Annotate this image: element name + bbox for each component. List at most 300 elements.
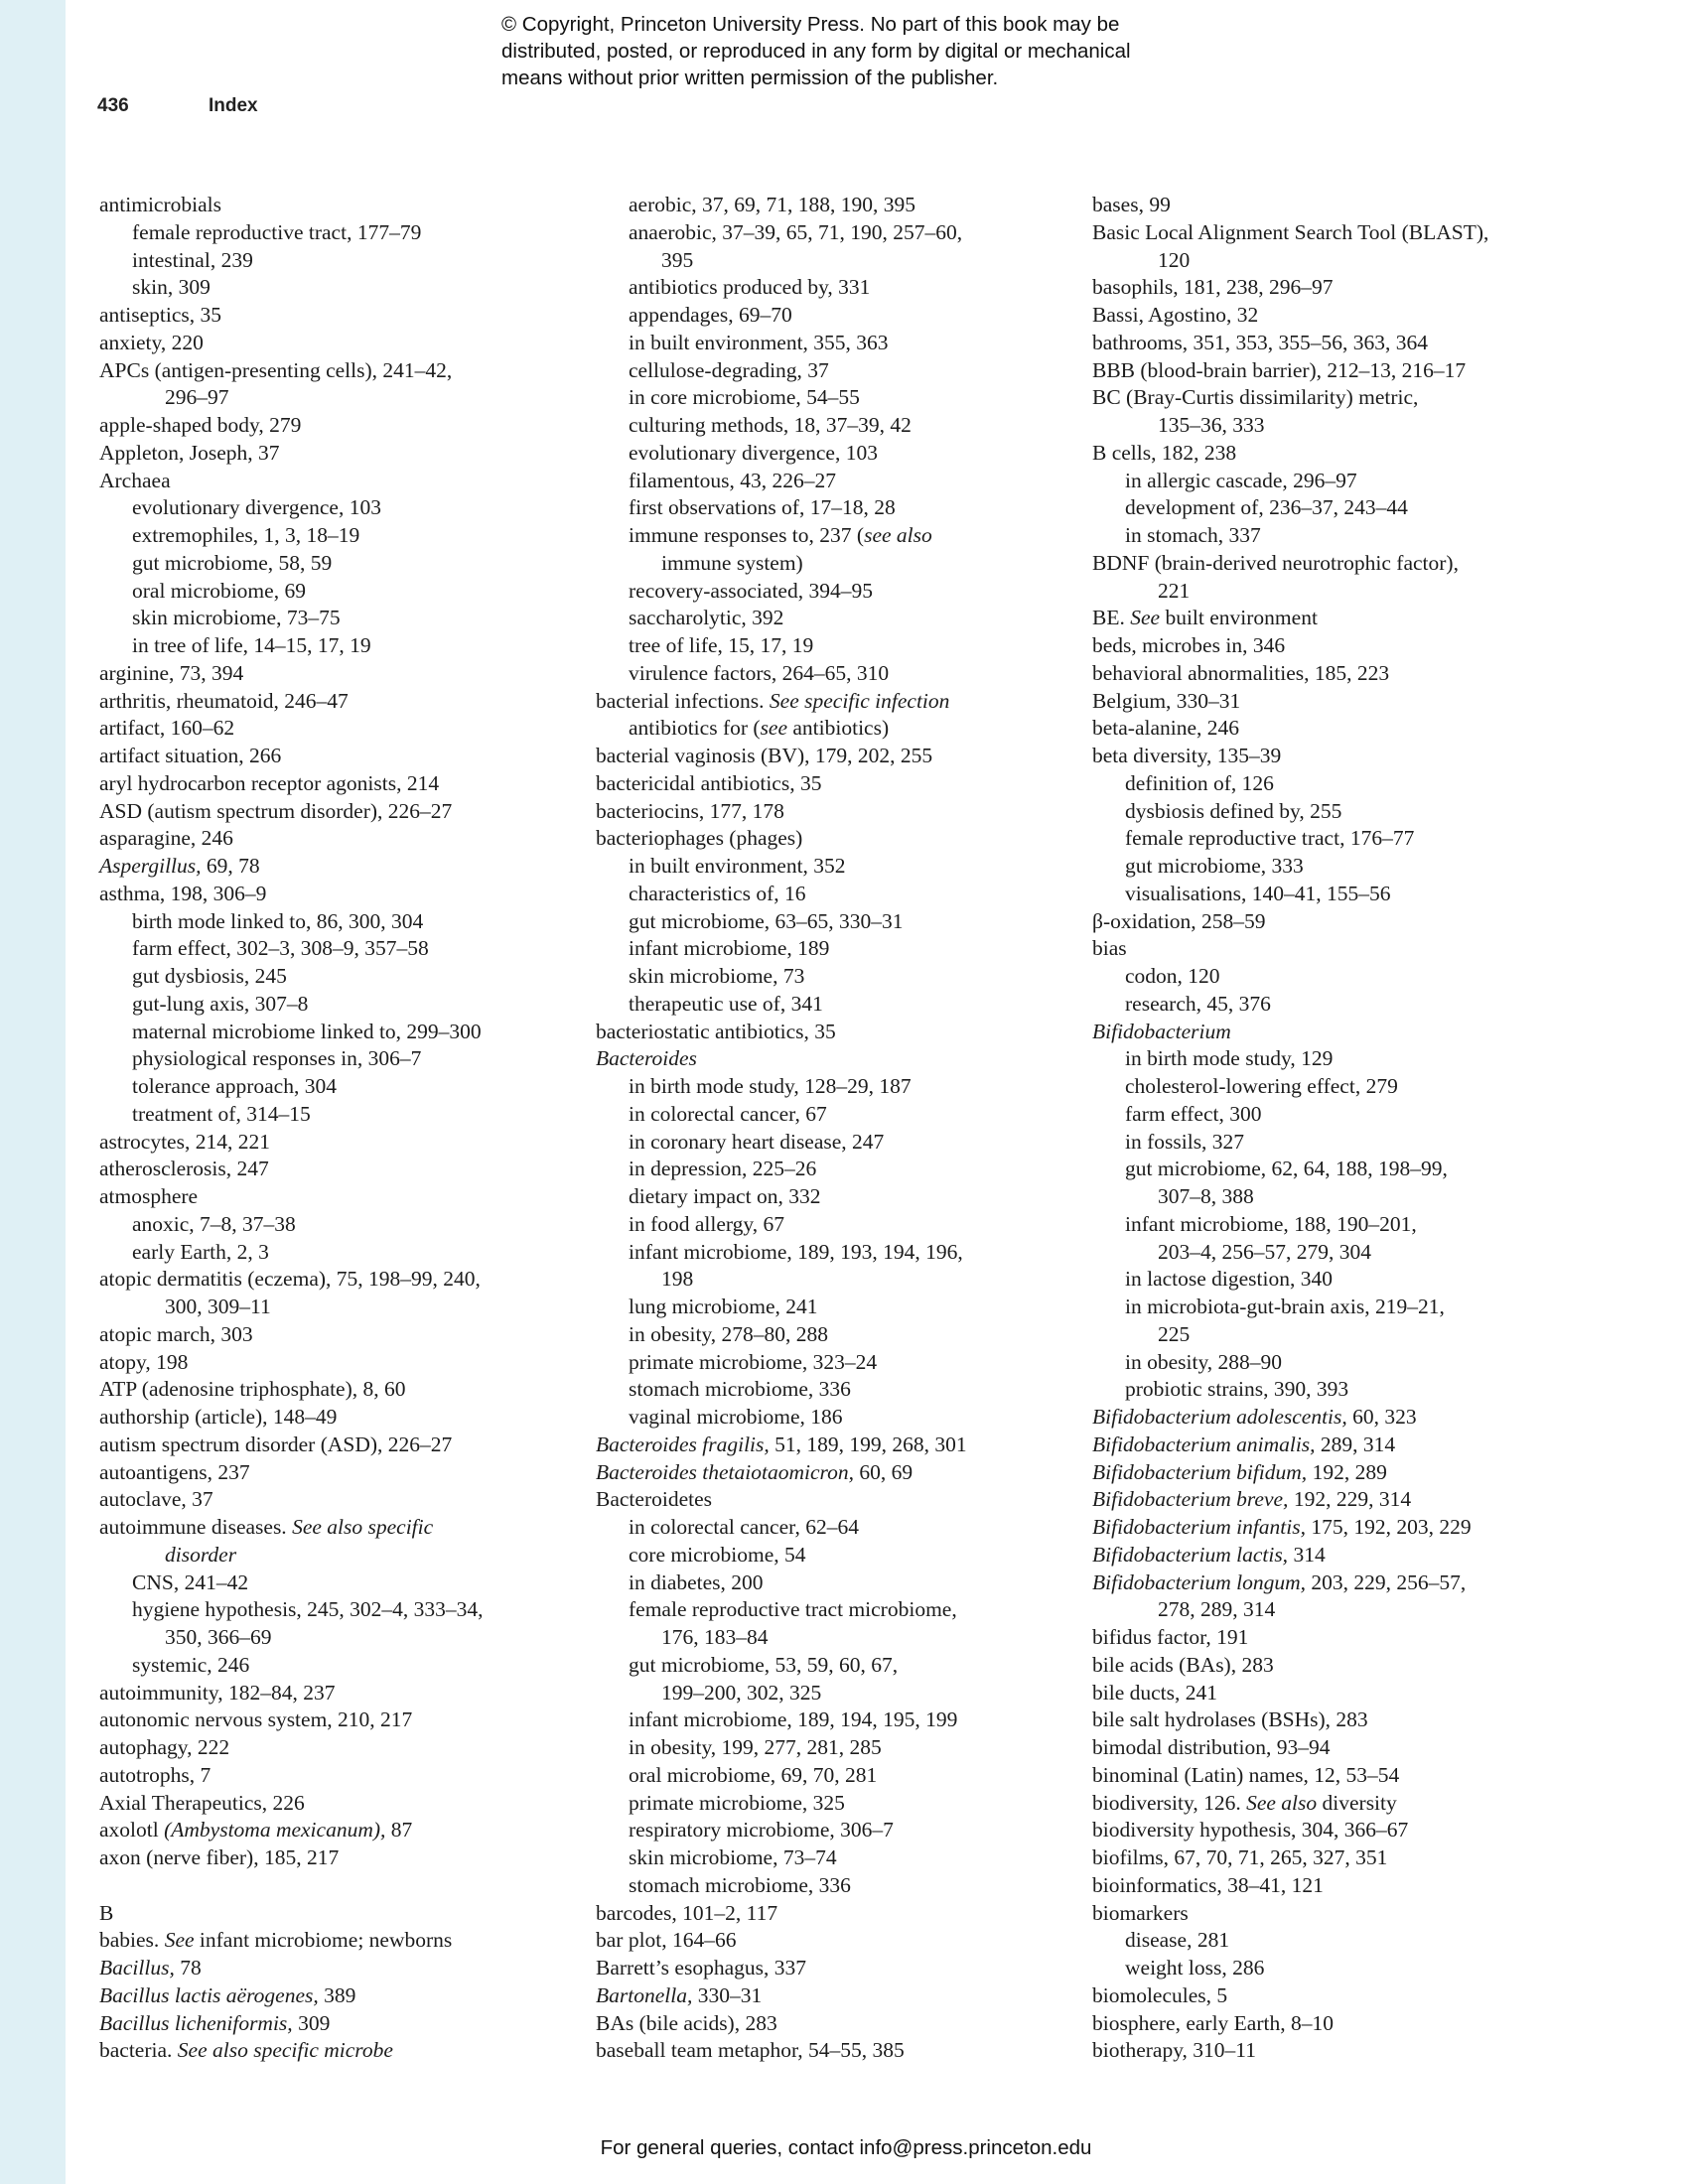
index-entry: [596, 1019, 1033, 1046]
index-entry: [1092, 1652, 1559, 1680]
entry-text: tolerance approach, 304: [132, 1074, 337, 1098]
entry-text: 78: [174, 1956, 202, 1979]
entry-text: oral microbiome, 69: [132, 578, 306, 603]
entry-text: appendages, 69–70: [629, 303, 792, 327]
index-entry: [99, 1321, 546, 1349]
index-entry: [99, 219, 546, 247]
index-entry: [596, 1129, 1033, 1157]
index-entry: [596, 743, 1033, 770]
index-entry: [99, 1101, 546, 1129]
entry-text: antimicrobials: [99, 193, 221, 216]
entry-text: 203, 229, 256–57,: [1305, 1570, 1467, 1594]
index-entry: [596, 1982, 1033, 2010]
entry-text: in colorectal cancer, 62–64: [629, 1515, 859, 1539]
index-entry: [99, 192, 546, 219]
index-entry: [1092, 1376, 1559, 1404]
index-entry: [99, 1129, 546, 1157]
index-entry: [1092, 1982, 1559, 2010]
entry-text: apple-shaped body, 279: [99, 413, 302, 437]
index-entry: [99, 660, 546, 688]
entry-text: bathrooms, 351, 353, 355–56, 363, 364: [1092, 330, 1429, 354]
index-entry: [1092, 219, 1559, 247]
entry-text: gut microbiome, 62, 64, 188, 198–99,: [1125, 1157, 1448, 1181]
index-entry: [596, 1349, 1033, 1377]
index-entry: [99, 1211, 546, 1239]
index-entry: [596, 798, 1033, 826]
entry-text: beds, microbes in, 346: [1092, 633, 1286, 657]
index-entry: [1092, 274, 1559, 302]
entry-italic-text: Bifidobacterium: [1092, 1019, 1231, 1043]
index-entry: [1092, 1900, 1559, 1928]
index-entry: [99, 1019, 546, 1046]
index-entry: [1092, 1045, 1559, 1073]
index-entry: [1092, 1294, 1559, 1321]
index-entry: [596, 1596, 1033, 1624]
entry-text: bile ducts, 241: [1092, 1680, 1217, 1705]
index-entry: [1092, 2010, 1559, 2038]
entry-text: CNS, 241–42: [132, 1570, 249, 1594]
index-entry: [1092, 1183, 1559, 1211]
index-entry: [1092, 550, 1559, 578]
entry-text: beta-alanine, 246: [1092, 716, 1240, 741]
index-entry: [99, 1045, 546, 1073]
entry-italic-text: See specific infection: [769, 688, 950, 713]
entry-text: bases, 99: [1092, 193, 1171, 216]
index-entry: [596, 1156, 1033, 1183]
entry-text: biomolecules, 5: [1092, 1982, 1228, 2007]
entry-italic-text: Bacteroides: [596, 1046, 697, 1071]
entry-text: cholesterol-lowering effect, 279: [1125, 1074, 1398, 1098]
entry-text: culturing methods, 18, 37–39, 42: [629, 413, 912, 437]
entry-text: 135–36, 333: [1158, 413, 1265, 437]
index-entry: [596, 1376, 1033, 1404]
index-entry: [596, 468, 1033, 495]
entry-text: disease, 281: [1125, 1928, 1230, 1953]
entry-text: 314: [1288, 1542, 1326, 1567]
index-entry: [1092, 1927, 1559, 1955]
index-entry: [1092, 1790, 1559, 1818]
index-entry: [99, 991, 546, 1019]
entry-text: bias: [1092, 936, 1127, 961]
entry-text: development of, 236–37, 243–44: [1125, 495, 1408, 520]
index-entry: [596, 494, 1033, 522]
index-entry: [1092, 578, 1559, 606]
entry-text: vaginal microbiome, 186: [629, 1405, 843, 1429]
entry-text: atopic march, 303: [99, 1321, 253, 1346]
entry-italic-text: Bifidobacterium infantis,: [1092, 1515, 1306, 1539]
index-entry: [596, 605, 1033, 632]
index-entry: [1092, 2037, 1559, 2065]
entry-text: 350, 366–69: [165, 1625, 272, 1649]
entry-text: farm effect, 300: [1125, 1101, 1262, 1126]
index-entry: [596, 935, 1033, 963]
entry-text: Basic Local Alignment Search Tool (BLAST),: [1092, 219, 1489, 244]
entry-italic-text: Bacillus lactis aërogenes,: [99, 1982, 319, 2007]
entry-text: 221: [1158, 578, 1191, 603]
entry-text: immune system): [661, 550, 803, 575]
index-entry: [1092, 1596, 1559, 1624]
entry-italic-text: Bacteroides fragilis,: [596, 1432, 770, 1456]
index-entry: [99, 330, 546, 357]
entry-text: in tree of life, 14–15, 17, 19: [132, 633, 371, 657]
entry-italic-text: Bifidobacterium animalis,: [1092, 1432, 1316, 1456]
index-entry: [99, 357, 546, 385]
entry-text: oral microbiome, 69, 70, 281: [629, 1762, 878, 1787]
entry-text: bar plot, 164–66: [596, 1928, 737, 1953]
entry-text: stomach microbiome, 336: [629, 1872, 851, 1897]
entry-text: gut microbiome, 53, 59, 60, 67,: [629, 1652, 899, 1677]
index-entry: [99, 908, 546, 936]
index-entry: [1092, 908, 1559, 936]
entry-text: bactericidal antibiotics, 35: [596, 770, 822, 795]
index-entry: [596, 330, 1033, 357]
index-entry: [596, 908, 1033, 936]
index-entry: [596, 1183, 1033, 1211]
index-entry: [1092, 1459, 1559, 1487]
index-entry: [1092, 1570, 1559, 1597]
entry-text: in food allergy, 67: [629, 1211, 785, 1236]
index-entry: [99, 1982, 546, 2010]
running-head: [97, 95, 258, 117]
index-entry: [596, 1706, 1033, 1734]
index-entry: [596, 632, 1033, 660]
entry-text: autophagy, 222: [99, 1735, 230, 1759]
index-entry: [596, 1955, 1033, 1982]
entry-text: 389: [318, 1982, 356, 2007]
entry-text: aryl hydrocarbon receptor agonists, 214: [99, 770, 440, 795]
entry-text: anoxic, 7–8, 37–38: [132, 1211, 296, 1236]
index-entry: [1092, 1432, 1559, 1459]
entry-text: treatment of, 314–15: [132, 1101, 311, 1126]
entry-italic-text: see also: [864, 523, 932, 547]
index-entry: [596, 1432, 1033, 1459]
index-entry: [1092, 412, 1559, 440]
entry-text: authorship (article), 148–49: [99, 1405, 338, 1429]
entry-text: 278, 289, 314: [1158, 1597, 1276, 1622]
index-entry: [596, 192, 1033, 219]
entry-text: infant microbiome, 188, 190–201,: [1125, 1211, 1417, 1236]
index-entry: [99, 1404, 546, 1432]
entry-italic-text: Bacteroides thetaiotaomicron,: [596, 1459, 854, 1484]
entry-text: antibiotics produced by, 331: [629, 275, 871, 300]
entry-italic-text: Bifidobacterium bifidum,: [1092, 1459, 1308, 1484]
entry-text: 60, 323: [1346, 1405, 1417, 1429]
index-entry: [596, 660, 1033, 688]
index-entry: [596, 2037, 1033, 2065]
index-entry: [99, 1514, 546, 1542]
entry-text: in obesity, 199, 277, 281, 285: [629, 1735, 882, 1759]
entry-text: beta diversity, 135–39: [1092, 744, 1282, 767]
entry-text: maternal microbiome linked to, 299–300: [132, 1019, 482, 1043]
index-entry: [1092, 1734, 1559, 1762]
index-entry: [99, 715, 546, 743]
index-entry: [596, 302, 1033, 330]
index-entry: [596, 770, 1033, 798]
entry-text: gut dysbiosis, 245: [132, 964, 287, 988]
index-entry: [596, 1514, 1033, 1542]
copyright-line: distributed, posted, or reproduced in any form by digital or mechanical: [501, 40, 1131, 63]
entry-text: antibiotics): [787, 716, 890, 741]
index-entry: [99, 632, 546, 660]
entry-text: bacterial vaginosis (BV), 179, 202, 255: [596, 744, 933, 767]
index-column-1: [99, 192, 546, 2065]
entry-text: axolotl: [99, 1818, 165, 1843]
index-entry: [596, 522, 1033, 550]
index-entry: [596, 247, 1033, 275]
entry-text: first observations of, 17–18, 28: [629, 495, 896, 520]
entry-italic-text: See: [1130, 606, 1161, 630]
index-entry: [596, 2010, 1033, 2038]
entry-text: in fossils, 327: [1125, 1129, 1245, 1154]
index-entry: [596, 1266, 1033, 1294]
entry-text: 395: [661, 247, 694, 272]
entry-text: axon (nerve fiber), 185, 217: [99, 1845, 340, 1869]
entry-text: artifact, 160–62: [99, 716, 235, 741]
index-entry: [99, 1652, 546, 1680]
entry-text: 203–4, 256–57, 279, 304: [1158, 1239, 1371, 1264]
index-entry: [596, 1321, 1033, 1349]
entry-text: BBB (blood-brain barrier), 212–13, 216–17: [1092, 357, 1467, 382]
entry-text: 307–8, 388: [1158, 1184, 1254, 1208]
entry-text: bifidus factor, 191: [1092, 1625, 1249, 1649]
entry-text: dietary impact on, 332: [629, 1184, 821, 1208]
entry-text: core microbiome, 54: [629, 1542, 806, 1567]
entry-text: birth mode linked to, 86, 300, 304: [132, 908, 424, 933]
entry-text: Axial Therapeutics, 226: [99, 1790, 305, 1815]
entry-text: asthma, 198, 306–9: [99, 881, 267, 905]
entry-text: codon, 120: [1125, 964, 1220, 988]
entry-text: hygiene hypothesis, 245, 302–4, 333–34,: [132, 1597, 484, 1622]
entry-text: bile acids (BAs), 283: [1092, 1652, 1274, 1677]
index-entry: [1092, 302, 1559, 330]
index-entry: [596, 1459, 1033, 1487]
index-entry: [99, 1486, 546, 1514]
index-entry: [99, 578, 546, 606]
entry-text: asparagine, 246: [99, 826, 233, 851]
entry-text: bacteria.: [99, 2038, 178, 2063]
index-entry: [596, 1927, 1033, 1955]
entry-text: autism spectrum disorder (ASD), 226–27: [99, 1432, 453, 1456]
entry-text: 330–31: [692, 1982, 763, 2007]
index-entry: [99, 1459, 546, 1487]
index-entry: [99, 1349, 546, 1377]
index-entry: [99, 1762, 546, 1790]
entry-italic-text: (Ambystoma mexicanum),: [164, 1818, 386, 1843]
entry-text: autotrophs, 7: [99, 1762, 211, 1787]
index-entry: [99, 384, 546, 412]
entry-text: respiratory microbiome, 306–7: [629, 1818, 894, 1843]
entry-text: in microbiota-gut-brain axis, 219–21,: [1125, 1295, 1445, 1318]
index-entry: [1092, 605, 1559, 632]
index-entry: [1092, 384, 1559, 412]
entry-text: gut microbiome, 63–65, 330–31: [629, 908, 904, 933]
entry-text: BC (Bray-Curtis dissimilarity) metric,: [1092, 385, 1419, 410]
index-entry: [1092, 1321, 1559, 1349]
index-entry: [99, 1239, 546, 1267]
entry-text: Archaea: [99, 468, 171, 492]
entry-gap: [99, 1872, 546, 1900]
index-entry: [596, 715, 1033, 743]
index-entry: [99, 1542, 546, 1570]
index-entry: [1092, 688, 1559, 716]
entry-text: dysbiosis defined by, 255: [1125, 798, 1342, 823]
entry-text: biofilms, 67, 70, 71, 265, 327, 351: [1092, 1845, 1388, 1869]
entry-text: bacterial infections.: [596, 688, 770, 713]
index-entry: [99, 1266, 546, 1294]
entry-text: female reproductive tract microbiome,: [629, 1597, 957, 1622]
index-entry: [596, 1817, 1033, 1844]
index-entry: [99, 853, 546, 881]
index-entry: [1092, 440, 1559, 468]
entry-text: in obesity, 288–90: [1125, 1349, 1283, 1374]
entry-text: in stomach, 337: [1125, 523, 1261, 547]
entry-text: female reproductive tract, 177–79: [132, 219, 422, 244]
index-entry: [596, 881, 1033, 908]
entry-text: anaerobic, 37–39, 65, 71, 190, 257–60,: [629, 219, 963, 244]
index-entry: [1092, 1542, 1559, 1570]
index-entry: [99, 412, 546, 440]
index-entry: [596, 550, 1033, 578]
index-entry: [99, 770, 546, 798]
index-entry: [1092, 468, 1559, 495]
index-entry: [596, 440, 1033, 468]
index-entry: [1092, 1156, 1559, 1183]
index-entry: [99, 688, 546, 716]
index-entry: [1092, 357, 1559, 385]
entry-text: β-oxidation, 258–59: [1092, 908, 1266, 933]
index-entry: [99, 247, 546, 275]
index-entry: [1092, 1872, 1559, 1900]
index-entry: [1092, 715, 1559, 743]
index-entry: [1092, 1211, 1559, 1239]
index-entry: [99, 1624, 546, 1652]
index-entry: [596, 1900, 1033, 1928]
index-entry: [1092, 1486, 1559, 1514]
entry-text: babies.: [99, 1928, 165, 1953]
index-entry: [1092, 1706, 1559, 1734]
index-entry: [1092, 1073, 1559, 1101]
entry-text: 192, 289: [1307, 1459, 1387, 1484]
index-entry: [1092, 494, 1559, 522]
index-entry: [99, 1734, 546, 1762]
index-entry: [1092, 1349, 1559, 1377]
index-entry: [99, 1376, 546, 1404]
entry-text: infant microbiome, 189, 193, 194, 196,: [629, 1239, 963, 1264]
index-entry: [596, 1624, 1033, 1652]
index-entry: [1092, 1762, 1559, 1790]
entry-text: biodiversity, 126.: [1092, 1790, 1247, 1815]
entry-text: 176, 183–84: [661, 1625, 769, 1649]
entry-text: in built environment, 352: [629, 854, 846, 878]
entry-text: basophils, 181, 238, 296–97: [1092, 275, 1334, 300]
index-entry: [596, 274, 1033, 302]
entry-text: atopy, 198: [99, 1349, 189, 1374]
entry-italic-text: See: [164, 1928, 195, 1953]
index-entry: [596, 853, 1033, 881]
entry-text: baseball team metaphor, 54–55, 385: [596, 2038, 905, 2063]
index-entry: [1092, 247, 1559, 275]
entry-text: Bassi, Agostino, 32: [1092, 303, 1259, 327]
entry-italic-text: Aspergillus,: [99, 854, 202, 878]
index-entry: [596, 1294, 1033, 1321]
entry-text: lung microbiome, 241: [629, 1295, 818, 1318]
index-entry: [99, 1596, 546, 1624]
entry-text: 289, 314: [1315, 1432, 1396, 1456]
index-entry: [1092, 1101, 1559, 1129]
entry-text: 120: [1158, 247, 1191, 272]
entry-text: biotherapy, 310–11: [1092, 2038, 1256, 2063]
copyright-notice: [501, 11, 1256, 91]
index-entry: [596, 688, 1033, 716]
index-entry: [99, 1570, 546, 1597]
entry-text: bacteriocins, 177, 178: [596, 798, 784, 823]
entry-text: skin microbiome, 73–75: [132, 606, 341, 630]
index-entry: [99, 798, 546, 826]
entry-text: biosphere, early Earth, 8–10: [1092, 2010, 1334, 2035]
entry-text: built environment: [1160, 606, 1318, 630]
entry-text: in depression, 225–26: [629, 1157, 817, 1181]
index-entry: [99, 1294, 546, 1321]
index-entry: [1092, 632, 1559, 660]
entry-text: in coronary heart disease, 247: [629, 1129, 885, 1154]
index-entry: [596, 1680, 1033, 1707]
index-entry: [596, 384, 1033, 412]
entry-text: aerobic, 37, 69, 71, 188, 190, 395: [629, 193, 916, 216]
entry-text: B: [99, 1900, 114, 1925]
entry-text: virulence factors, 264–65, 310: [629, 660, 890, 685]
index-entry: [596, 1211, 1033, 1239]
entry-text: B cells, 182, 238: [1092, 440, 1237, 465]
index-entry: [99, 1927, 546, 1955]
index-entry: [1092, 1844, 1559, 1872]
entry-text: arthritis, rheumatoid, 246–47: [99, 688, 349, 713]
index-entry: [1092, 1624, 1559, 1652]
entry-text: arginine, 73, 394: [99, 660, 244, 685]
entry-text: bacteriophages (phages): [596, 826, 803, 851]
entry-text: female reproductive tract, 176–77: [1125, 826, 1415, 851]
entry-text: 225: [1158, 1321, 1191, 1346]
entry-text: gut microbiome, 58, 59: [132, 550, 333, 575]
entry-text: in diabetes, 200: [629, 1570, 764, 1594]
index-entry: [596, 357, 1033, 385]
index-entry: [1092, 1266, 1559, 1294]
index-entry: [99, 935, 546, 963]
index-entry: [1092, 770, 1559, 798]
entry-text: bacteriostatic antibiotics, 35: [596, 1019, 836, 1043]
index-entry: [596, 1734, 1033, 1762]
index-entry: [1092, 1955, 1559, 1982]
index-entry: [1092, 991, 1559, 1019]
index-entry: [1092, 963, 1559, 991]
entry-text: BE.: [1092, 606, 1131, 630]
entry-text: in obesity, 278–80, 288: [629, 1321, 829, 1346]
footer-text: For general queries, contact info@press.princeton.edu: [600, 2136, 1092, 2159]
entry-text: behavioral abnormalities, 185, 223: [1092, 660, 1390, 685]
index-entry: [596, 1239, 1033, 1267]
entry-text: atmosphere: [99, 1184, 199, 1208]
entry-text: Barrett’s esophagus, 337: [596, 1956, 806, 1979]
entry-text: autoimmunity, 182–84, 237: [99, 1680, 336, 1705]
entry-text: atherosclerosis, 247: [99, 1157, 269, 1181]
index-entry: [1092, 825, 1559, 853]
index-entry: [596, 1762, 1033, 1790]
entry-text: autoimmune diseases.: [99, 1515, 293, 1539]
entry-text: extremophiles, 1, 3, 18–19: [132, 523, 360, 547]
index-entry: [1092, 1019, 1559, 1046]
index-entry: [99, 522, 546, 550]
entry-text: tree of life, 15, 17, 19: [629, 633, 814, 657]
index-entry: [1092, 330, 1559, 357]
